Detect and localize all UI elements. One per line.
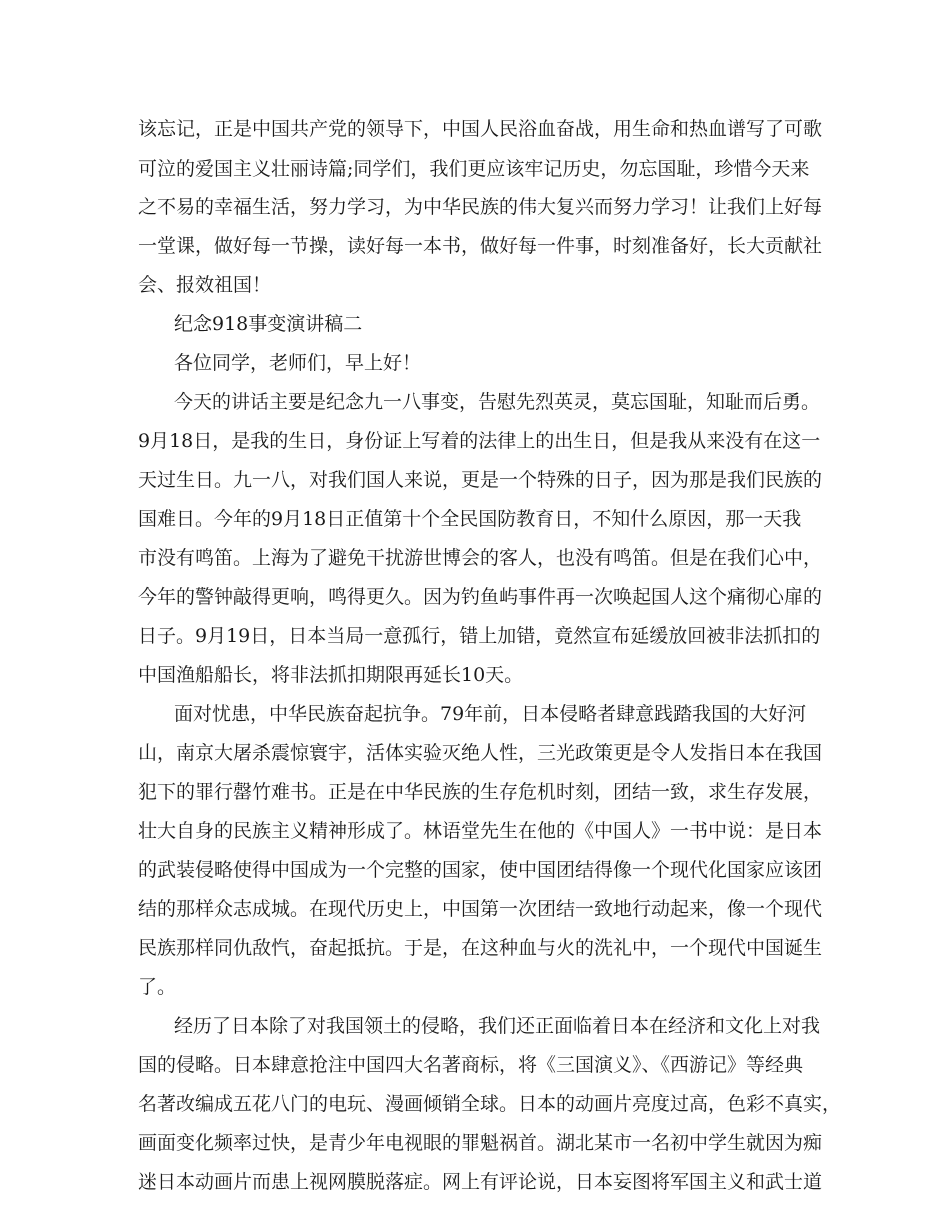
text-line: 经历了日本除了对我国领土的侵略，我们还正面临着日本在经济和文化上对我: [174, 1015, 821, 1037]
text-line: 天过生日。九一八，对我们国人来说，更是一个特殊的日子，因为那是我们民族的: [138, 469, 823, 491]
text-line: 画面变化频率过快，是青少年电视眼的罪魁祸首。湖北某市一名初中学生就因为痴: [138, 1132, 823, 1154]
text-line: 中国渔船船长，将非法抓扣期限再延长10天。: [138, 664, 524, 686]
text-line: 市没有鸣笛。上海为了避免干扰游世博会的客人，也没有鸣笛。但是在我们心中，: [138, 547, 823, 569]
text-line: 山，南京大屠杀震惊寰宇，活体实验灭绝人性，三光政策更是令人发指日本在我国: [138, 742, 823, 764]
text-line: 民族那样同仇敌忾，奋起抵抗。于是，在这种血与火的洗礼中，一个现代中国诞生: [138, 937, 823, 959]
text-line: 今年的警钟敲得更响，鸣得更久。因为钓鱼屿事件再一次唤起国人这个痛彻心扉的: [138, 586, 823, 608]
text-line: 面对忧患，中华民族奋起抗争。79年前，日本侵略者肆意践踏我国的大好河: [174, 703, 807, 725]
text-line: 可泣的爱国主义壮丽诗篇;同学们，我们更应该牢记历史，勿忘国耻，珍惜今天来: [138, 158, 810, 180]
text-line: 了。: [138, 976, 177, 998]
text-line: 9月18日，是我的生日，身份证上写着的法律上的出生日，但是我从来没有在这一: [138, 430, 821, 452]
text-line: 国的侵略。日本肆意抢注中国四大名著商标，将《三国演义》、《西游记》等经典: [138, 1054, 804, 1076]
section-heading: 纪念918事变演讲稿二: [174, 313, 363, 335]
text-line: 国难日。今年的9月18日正值第十个全民国防教育日，不知什么原因，那一天我: [138, 508, 802, 530]
text-line: 日子。9月19日，日本当局一意孤行，错上加错，竟然宣布延缓放回被非法抓扣的: [138, 625, 821, 647]
text-line: 会、报效祖国！: [138, 274, 272, 296]
text-line: 之不易的幸福生活，努力学习，为中华民族的伟大复兴而努力学习！让我们上好每: [138, 196, 823, 218]
text-line: 壮大自身的民族主义精神形成了。林语堂先生在他的《中国人》一书中说：是日本: [138, 820, 823, 842]
text-line: 犯下的罪行罄竹难书。正是在中华民族的生存危机时刻，团结一致，求生存发展，: [138, 781, 823, 803]
text-line: 今天的讲话主要是纪念九一八事变，告慰先烈英灵，莫忘国耻，知耻而后勇。: [174, 391, 821, 413]
greeting-line: 各位同学，老师们，早上好！: [174, 352, 422, 374]
text-line: 一堂课，做好每一节操，读好每一本书，做好每一件事，时刻准备好，长大贡献社: [138, 235, 823, 257]
text-line: 名著改编成五花八门的电玩、漫画倾销全球。日本的动画片亮度过高，色彩不真实，: [138, 1093, 842, 1115]
text-line: 的武装侵略使得中国成为一个完整的国家，使中国团结得像一个现代化国家应该团: [138, 859, 823, 881]
text-line: 该忘记，正是中国共产党的领导下，中国人民浴血奋战，用生命和热血谱写了可歌: [138, 118, 823, 140]
text-line: 迷日本动画片而患上视网膜脱落症。网上有评论说，日本妄图将军国主义和武士道: [138, 1171, 823, 1193]
text-line: 结的那样众志成城。在现代历史上，中国第一次团结一致地行动起来，像一个现代: [138, 898, 823, 920]
